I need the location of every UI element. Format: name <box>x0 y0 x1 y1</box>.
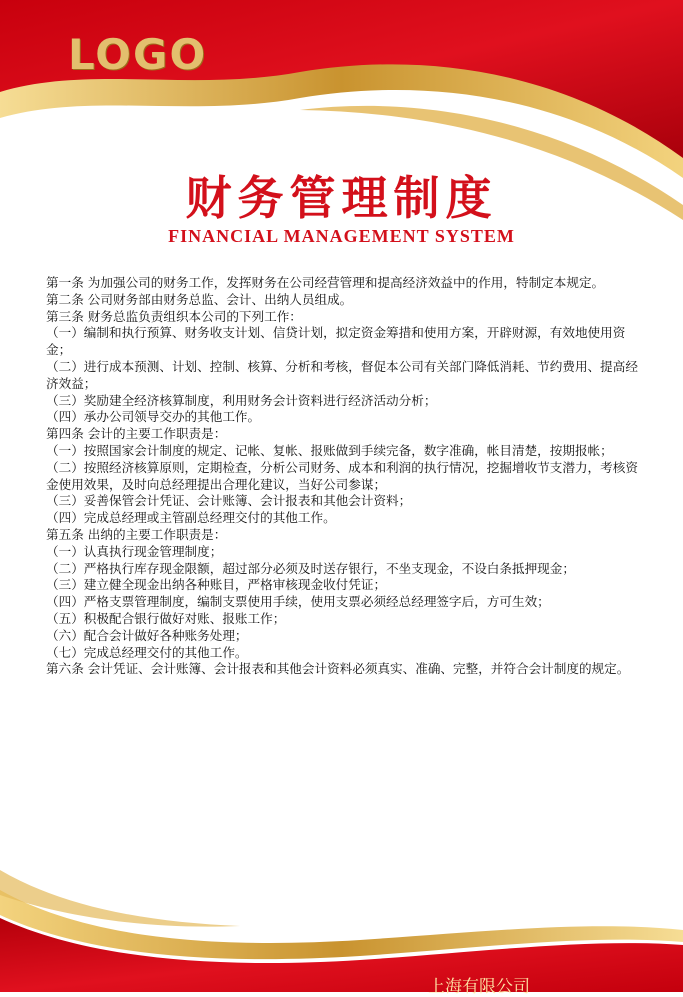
paragraph: （一）按照国家会计制度的规定、记帐、复帐、报账做到手续完备，数字准确，帐目清楚，按期报帐； <box>46 442 613 458</box>
paragraph: （六）配合会计做好各种账务处理； <box>46 627 248 643</box>
paragraph: 第五条 出纳的主要工作职责是： <box>46 526 227 542</box>
paragraph: （三）奖励建全经济核算制度，利用财务会计资料进行经济活动分析； <box>46 392 437 408</box>
paragraph: （四）严格支票管理制度，编制支票使用手续，使用支票必须经总经理签字后，方可生效； <box>46 594 550 610</box>
footer-wave-decoration <box>0 860 683 992</box>
paragraph: 第二条 公司财务部由财务总监、会计、出纳人员组成。 <box>46 291 353 307</box>
paragraph: （一）编制和执行预算、财务收支计划、信贷计划，拟定资金筹措和使用方案，开辟财源，有效地使用资金； <box>46 325 626 358</box>
page-subtitle: FINANCIAL MANAGEMENT SYSTEM <box>168 226 515 246</box>
paragraph: 第三条 财务总监负责组织本公司的下列工作： <box>46 308 302 324</box>
paragraph: （三）妥善保管会计凭证、会计账簿、会计报表和其他会计资料； <box>46 493 412 509</box>
paragraph: （五）积极配合银行做好对账、报账工作； <box>46 610 286 626</box>
paragraph: 第六条 会计凭证、会计账簿、会计报表和其他会计资料必须真实、准确、完整，并符合会计制度的规定。 <box>46 661 630 677</box>
paragraph: （二）按照经济核算原则，定期检查，分析公司财务、成本和利润的执行情况，挖掘增收节支潜力，考核资金使用效果，及时向总经理提出合理化建议，当好公司参谋； <box>46 459 638 492</box>
paragraph: （四）完成总经理或主管副总经理交付的其他工作。 <box>46 510 336 526</box>
paragraph: （二）进行成本预测、计划、控制、核算、分析和考核，督促本公司有关部门降低消耗、节约费用、提高经济效益； <box>46 358 638 391</box>
paragraph: （七）完成总经理交付的其他工作。 <box>46 644 248 660</box>
paragraph: 第一条 为加强公司的财务工作，发挥财务在公司经营管理和提高经济效益中的作用，特制定本规定。 <box>46 275 605 290</box>
footer-company-name: 上海有限公司 <box>428 977 530 997</box>
logo: LOGO <box>68 30 208 79</box>
page-title: 财务管理制度 <box>185 171 498 225</box>
paragraph: （二）严格执行库存现金限额，超过部分必须及时送存银行，不坐支现金，不设白条抵押现金； <box>46 560 575 576</box>
title-block <box>0 170 683 247</box>
paragraph: （四）承办公司领导交办的其他工作。 <box>46 409 261 425</box>
paragraph: （三）建立健全现金出纳各种账目，严格审核现金收付凭证； <box>46 577 387 593</box>
paragraph: （一）认真执行现金管理制度； <box>46 543 223 559</box>
regulations-body <box>46 275 642 678</box>
paragraph: 第四条 会计的主要工作职责是： <box>46 426 227 442</box>
